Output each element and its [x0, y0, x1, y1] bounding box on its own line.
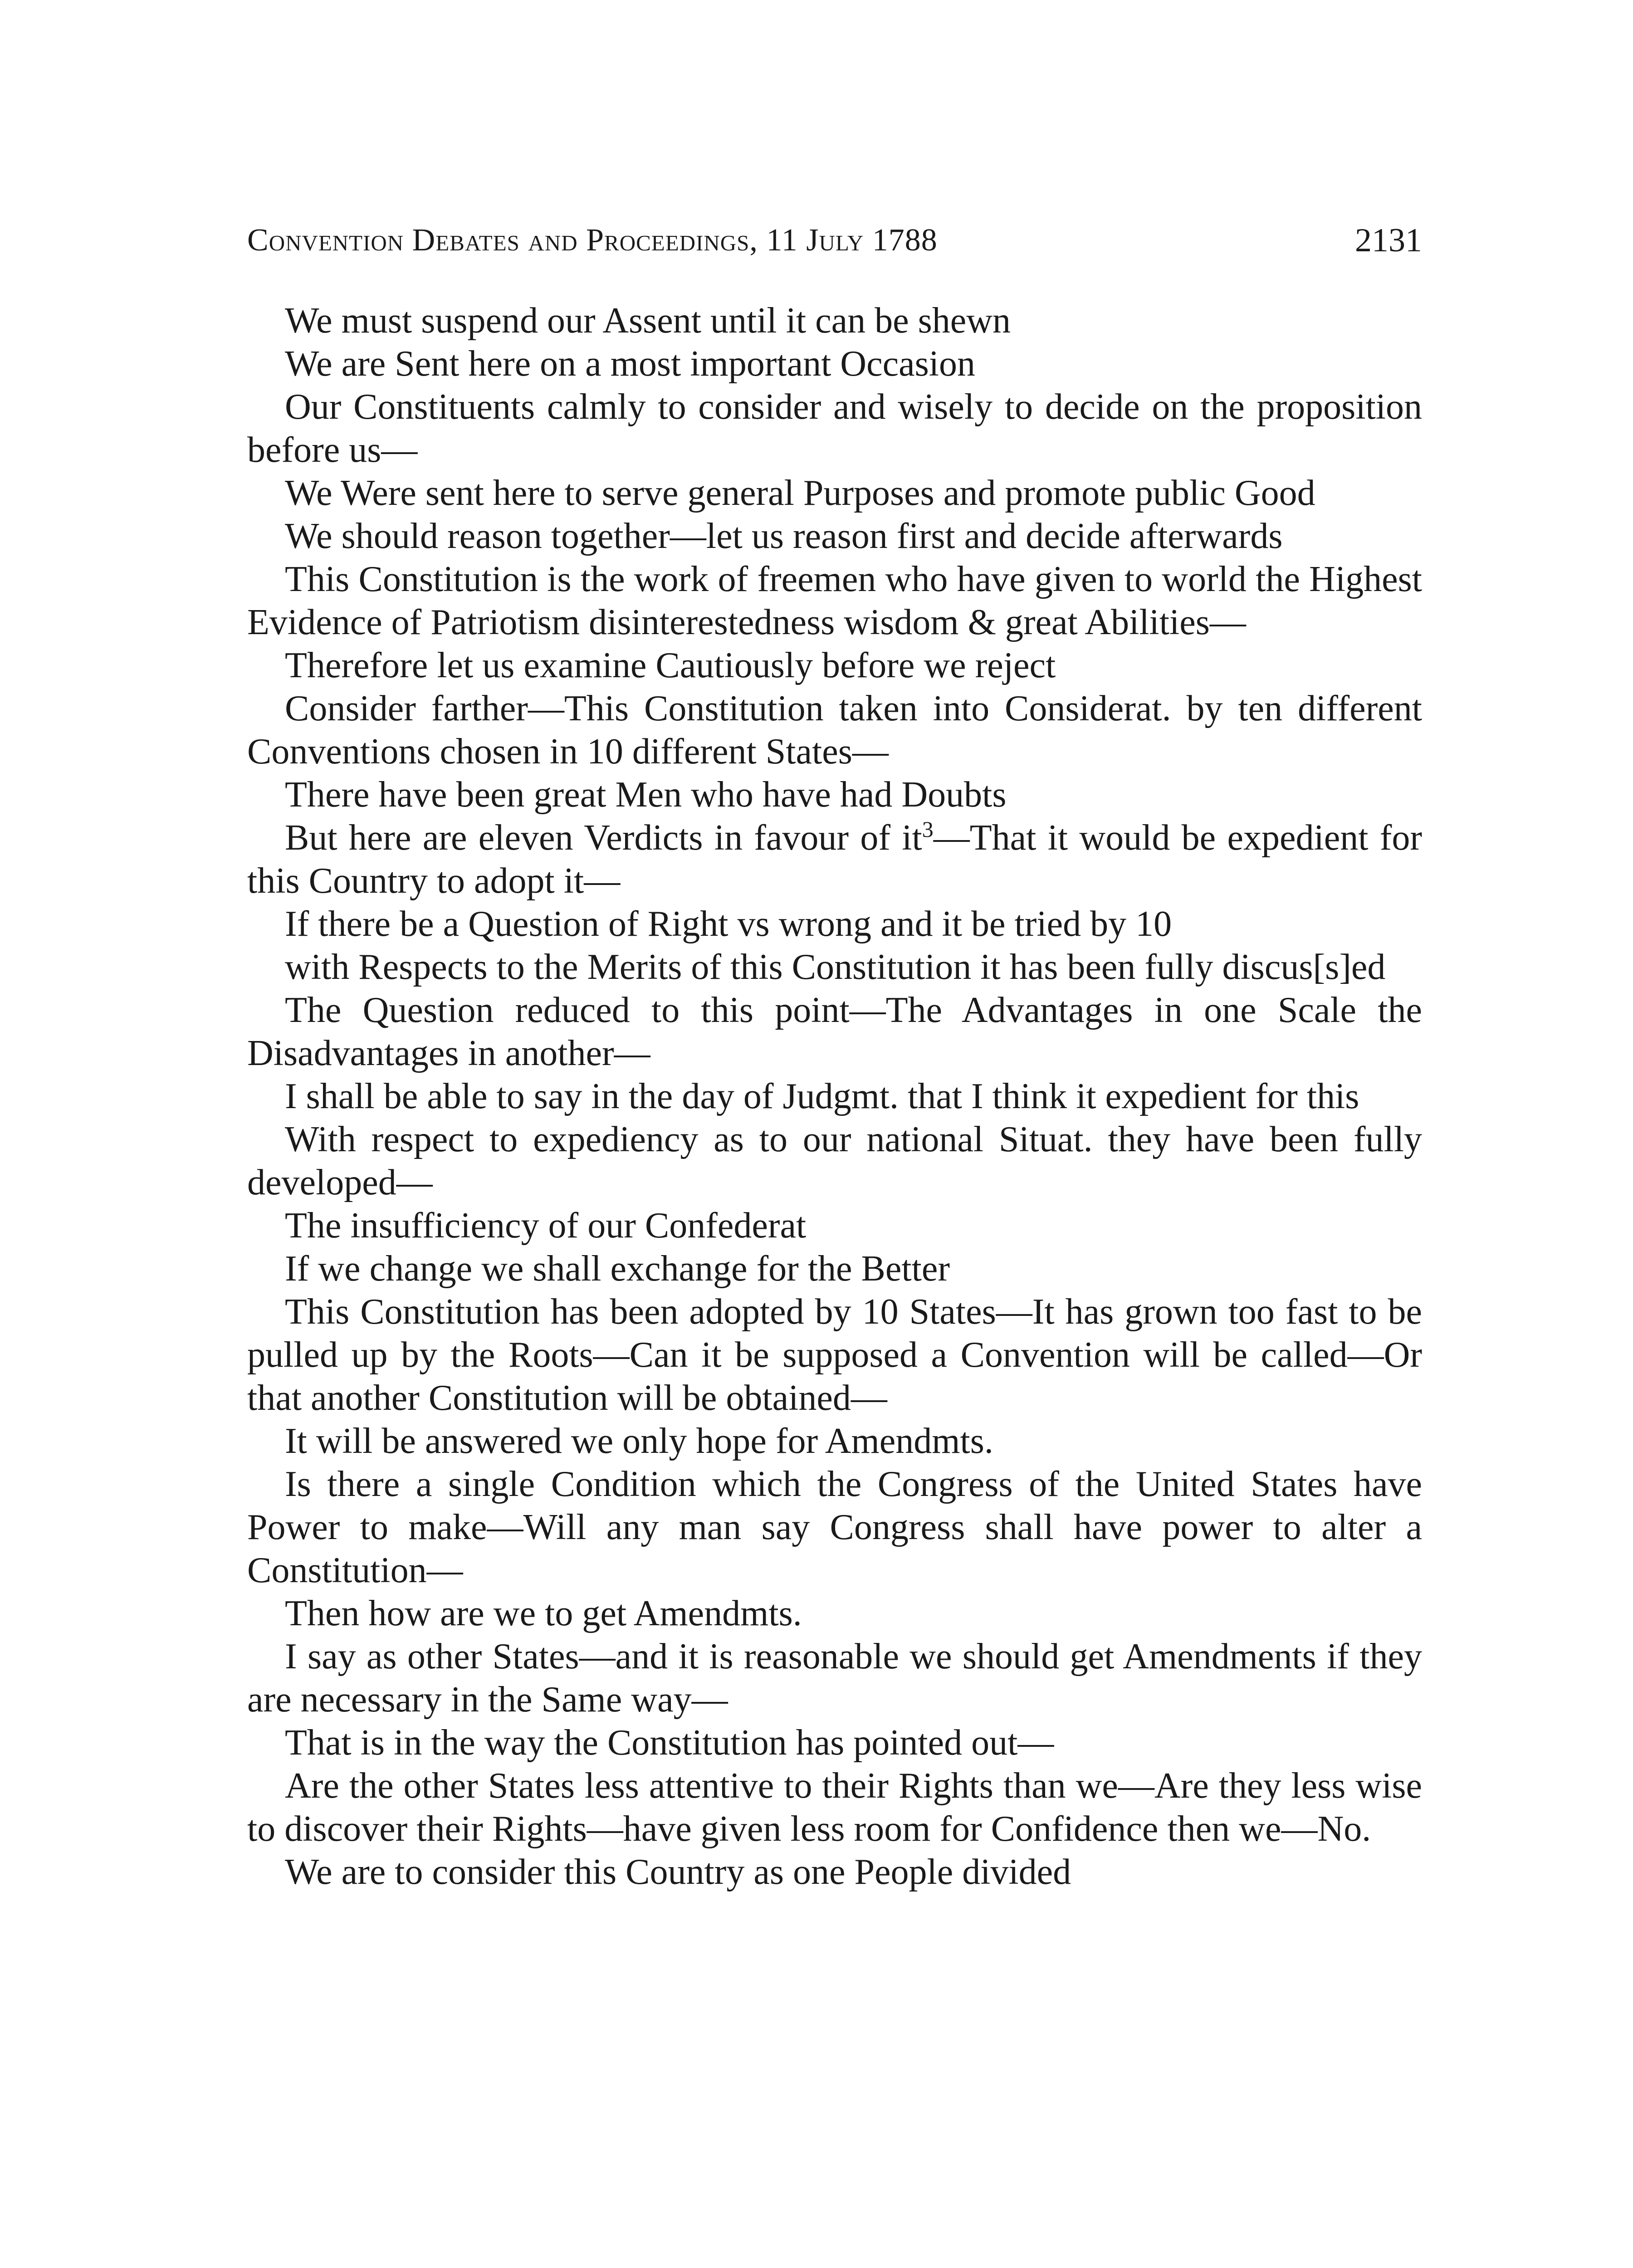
paragraph: It will be answered we only hope for Amendmts. — [285, 1421, 993, 1461]
paragraph: The Question reduced to this point—The Advantages in one Scale the Disadvantages in another— — [247, 990, 1422, 1073]
paragraph: The insufficiency of our Confederat — [285, 1206, 807, 1246]
paragraph: Our Constituents calmly to consider and wisely to decide on the proposition before us— — [247, 387, 1422, 470]
paragraph: With respect to expediency as to our national Situat. they have been fully developed— — [247, 1119, 1422, 1202]
paragraph-text: —That it would be expedient for this Country to adopt it— — [247, 818, 1422, 901]
running-head-title: Convention Debates and Proceedings, 11 July 1788 — [247, 223, 938, 258]
page-number: 2131 — [1355, 222, 1422, 259]
paragraph: This Constitution is the work of freemen who have given to world the Highest Evidence of Patriotism disinterestedness wisdom & great Abilities— — [247, 559, 1422, 642]
paragraph: Therefore let us examine Cautiously before we reject — [285, 645, 1056, 685]
paragraph-text: But here are eleven Verdicts in favour of it — [285, 818, 922, 858]
paragraph — [247, 816, 1422, 903]
paragraph: Are the other States less attentive to their Rights than we—Are they less wise to discover their Rights—have given less room for Confidence then we—No. — [247, 1766, 1422, 1849]
paragraph: If we change we shall exchange for the Better — [285, 1249, 950, 1289]
footnote-marker: 3 — [922, 816, 934, 842]
paragraph: We are to consider this Country as one People divided — [285, 1852, 1071, 1892]
paragraph: We should reason together—let us reason first and decide afterwards — [285, 516, 1283, 556]
paragraph: We must suspend our Assent until it can be shewn — [285, 301, 1011, 341]
paragraph: Is there a single Condition which the Congress of the United States have Power to make—Will any man say Congress shall have power to alter a Constitution— — [247, 1464, 1422, 1590]
paragraph: If there be a Question of Right vs wrong and it be tried by 10 — [285, 904, 1172, 944]
paragraph: This Constitution has been adopted by 10 States—It has grown too fast to be pulled up by the Roots—Can it be supposed a Convention will be called—Or that another Constitution will be obtained— — [247, 1292, 1422, 1418]
paragraph: That is in the way the Constitution has pointed out— — [285, 1723, 1054, 1763]
paragraph: I shall be able to say in the day of Judgmt. that I think it expedient for this — [285, 1076, 1359, 1116]
body-text — [247, 299, 1422, 1894]
running-head — [247, 213, 1422, 268]
paragraph: with Respects to the Merits of this Constitution it has been fully discus[s]ed — [285, 947, 1386, 987]
paragraph: Then how are we to get Amendmts. — [285, 1593, 802, 1633]
paragraph: We are Sent here on a most important Occasion — [285, 344, 975, 384]
paragraph: There have been great Men who have had Doubts — [285, 775, 1007, 815]
paragraph: I say as other States—and it is reasonable we should get Amendments if they are necessary in the Same way— — [247, 1637, 1422, 1720]
paragraph: We Were sent here to serve general Purposes and promote public Good — [285, 473, 1315, 513]
paragraph: Consider farther—This Constitution taken into Considerat. by ten different Conventions chosen in 10 different States— — [247, 689, 1422, 772]
